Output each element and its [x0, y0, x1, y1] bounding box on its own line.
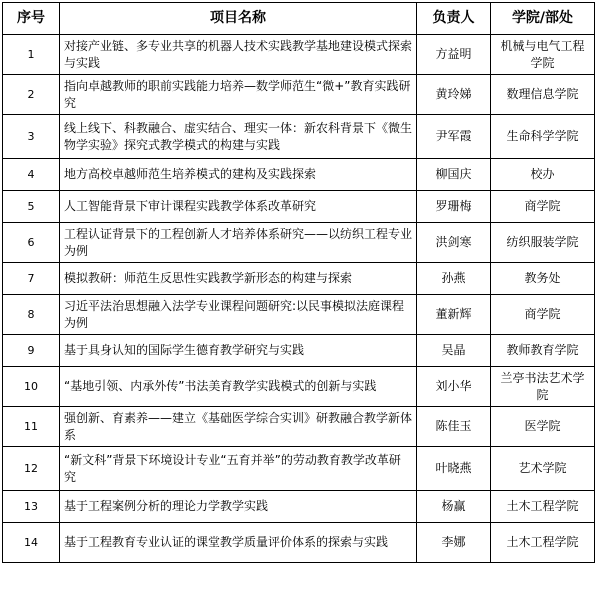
row-number: 3	[3, 115, 60, 159]
table-row	[3, 191, 595, 223]
project-department: 兰亭书法艺术学院	[491, 367, 595, 407]
header-title: 项目名称	[60, 3, 417, 35]
row-number: 6	[3, 223, 60, 263]
row-number: 4	[3, 159, 60, 191]
row-number: 5	[3, 191, 60, 223]
project-title: 强创新、育素养——建立《基础医学综合实训》研教融合教学新体系	[60, 407, 417, 447]
project-table	[2, 2, 595, 563]
project-title: “基地引领、内承外传”书法美育教学实践模式的创新与实践	[60, 367, 417, 407]
table-row	[3, 335, 595, 367]
table-row	[3, 447, 595, 491]
header-dept: 学院/部处	[491, 3, 595, 35]
project-title: 基于工程教育专业认证的课堂教学质量评价体系的探索与实践	[60, 523, 417, 563]
project-leader: 董新辉	[417, 295, 491, 335]
table-row	[3, 263, 595, 295]
project-leader: 罗珊梅	[417, 191, 491, 223]
project-title: 线上线下、科教融合、虚实结合、理实一体：新农科背景下《微生物学实验》探究式教学模式的构建与实践	[60, 115, 417, 159]
project-title: 人工智能背景下审计课程实践教学体系改革研究	[60, 191, 417, 223]
row-number: 12	[3, 447, 60, 491]
project-leader: 黄玲娣	[417, 75, 491, 115]
row-number: 2	[3, 75, 60, 115]
table-row	[3, 523, 595, 563]
project-title: 基于工程案例分析的理论力学教学实践	[60, 491, 417, 523]
project-department: 纺织服装学院	[491, 223, 595, 263]
row-number: 10	[3, 367, 60, 407]
project-title: 模拟教研：师范生反思性实践教学新形态的构建与探索	[60, 263, 417, 295]
project-title: 对接产业链、多专业共享的机器人技术实践教学基地建设模式探索与实践	[60, 35, 417, 75]
row-number: 9	[3, 335, 60, 367]
project-leader: 李娜	[417, 523, 491, 563]
project-title: 工程认证背景下的工程创新人才培养体系研究——以纺织工程专业为例	[60, 223, 417, 263]
project-department: 商学院	[491, 191, 595, 223]
project-title: 基于具身认知的国际学生德育教学研究与实践	[60, 335, 417, 367]
project-title: 习近平法治思想融入法学专业课程问题研究:以民事模拟法庭课程为例	[60, 295, 417, 335]
project-department: 医学院	[491, 407, 595, 447]
table-row	[3, 75, 595, 115]
project-leader: 陈佳玉	[417, 407, 491, 447]
row-number: 8	[3, 295, 60, 335]
project-department: 艺术学院	[491, 447, 595, 491]
row-number: 11	[3, 407, 60, 447]
project-leader: 吴晶	[417, 335, 491, 367]
project-leader: 刘小华	[417, 367, 491, 407]
table-row	[3, 159, 595, 191]
project-department: 土木工程学院	[491, 491, 595, 523]
table-row	[3, 35, 595, 75]
project-department: 数理信息学院	[491, 75, 595, 115]
table-row	[3, 295, 595, 335]
header-no: 序号	[3, 3, 60, 35]
project-title: “新文科”背景下环境设计专业“五育并举”的劳动教育教学改革研究	[60, 447, 417, 491]
project-department: 教务处	[491, 263, 595, 295]
table-row	[3, 223, 595, 263]
project-leader: 杨赢	[417, 491, 491, 523]
project-title: 指向卓越教师的职前实践能力培养—数学师范生“微+”教育实践研究	[60, 75, 417, 115]
table-row	[3, 407, 595, 447]
table-row	[3, 115, 595, 159]
project-leader: 洪剑寒	[417, 223, 491, 263]
row-number: 14	[3, 523, 60, 563]
project-department: 商学院	[491, 295, 595, 335]
project-title: 地方高校卓越师范生培养模式的建构及实践探索	[60, 159, 417, 191]
header-person: 负责人	[417, 3, 491, 35]
project-department: 土木工程学院	[491, 523, 595, 563]
project-leader: 叶晓燕	[417, 447, 491, 491]
row-number: 1	[3, 35, 60, 75]
project-department: 校办	[491, 159, 595, 191]
row-number: 13	[3, 491, 60, 523]
table-row	[3, 491, 595, 523]
row-number: 7	[3, 263, 60, 295]
project-department: 生命科学学院	[491, 115, 595, 159]
project-leader: 孙燕	[417, 263, 491, 295]
project-leader: 尹军霞	[417, 115, 491, 159]
project-leader: 方益明	[417, 35, 491, 75]
project-department: 机械与电气工程学院	[491, 35, 595, 75]
project-department: 教师教育学院	[491, 335, 595, 367]
table-row	[3, 367, 595, 407]
header-row	[3, 3, 595, 35]
project-leader: 柳国庆	[417, 159, 491, 191]
